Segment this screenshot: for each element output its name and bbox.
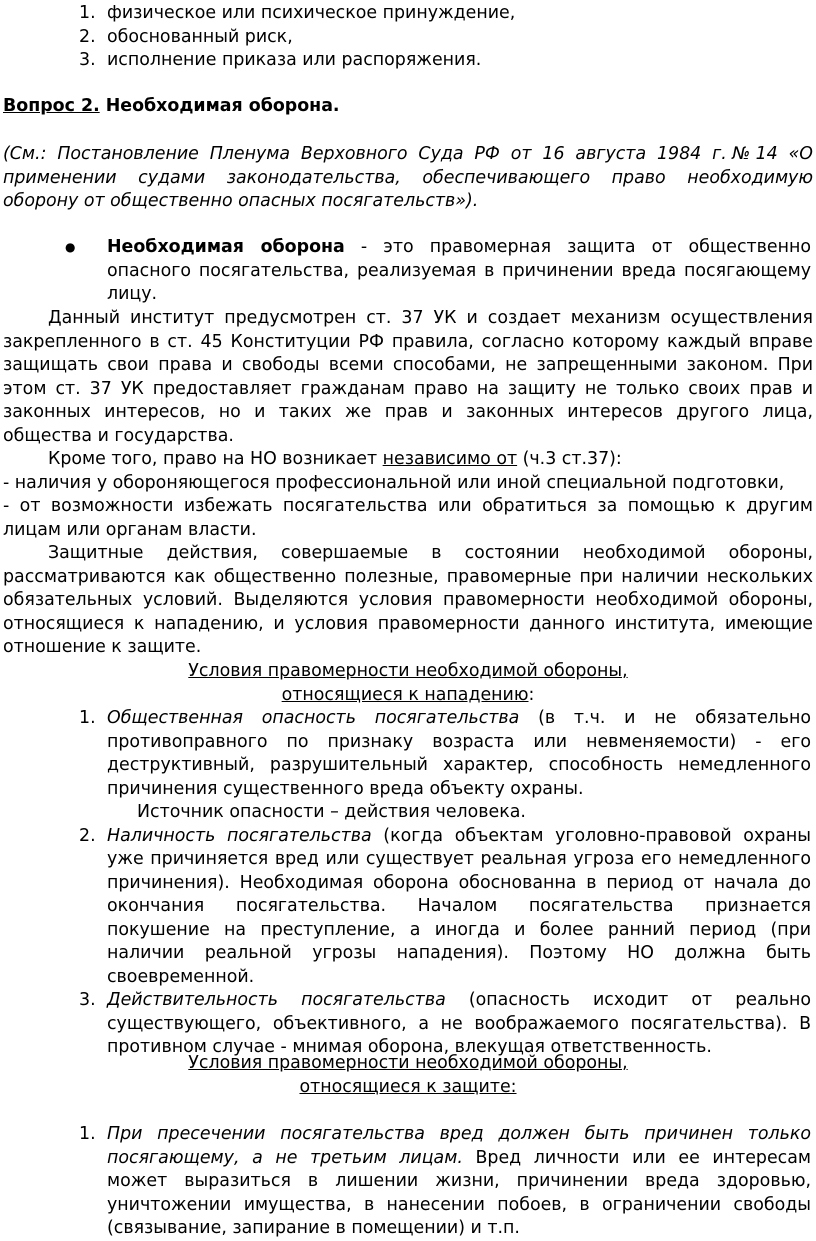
list-item	[0, 707, 816, 825]
section-title-line: Условия правомерности необходимой обороны,	[188, 1053, 628, 1073]
list-number: 2.	[79, 825, 96, 846]
section-title-line	[3, 684, 813, 708]
list-item	[0, 1123, 816, 1241]
list-item	[0, 989, 816, 1060]
paragraph-independent	[3, 448, 813, 472]
section-title-colon: :	[528, 684, 535, 705]
top-list	[0, 2, 816, 73]
reference-note: (См.: Постановление Пленума Верховного Суда РФ от 16 августа 1984 г.№14 «О применении судами законодательства, обеспечивающего право необходимую оборону от общественно опасных посягательств»).	[3, 144, 813, 211]
definition-bullet	[0, 236, 816, 307]
condition-term: Действительность посягательства	[107, 990, 446, 1010]
defense-conditions-list	[0, 1123, 816, 1241]
condition-term: Общественная опасность посягательства	[107, 708, 520, 728]
section-title-defense	[3, 1052, 813, 1099]
underlined-text: независимо от	[382, 449, 518, 469]
list-number: 1.	[79, 3, 96, 23]
section-title-line: относящиеся к защите:	[299, 1076, 517, 1097]
list-number: 3.	[79, 990, 96, 1010]
list-number: 3.	[79, 50, 96, 70]
section-heading	[3, 95, 813, 119]
dash-item: - от возможности избежать посягательства или обратиться за помощью к другим лицам или органам власти.	[3, 496, 813, 540]
list-item	[0, 825, 816, 990]
list-text: обоснованный риск,	[107, 26, 293, 47]
definition-term: Необходимая оборона	[107, 237, 345, 257]
condition-term: При пресечении посягательства вред должен быть причинен только посягающему, а не третьим лицам.	[107, 1124, 811, 1168]
list-item	[0, 236, 816, 307]
definition-text: - это правомерная защита от общественно опасного посягательства, реализуемая в причинении вреда посягающему лицу.	[107, 237, 811, 304]
condition-text: (когда объектам уголовно-правовой охраны уже причиняется вред или существует реальная угроза его немедленного причинения). Необходимая оборона обоснованна в период от начала до окончания посягательства. Началом посягательства признается покушение на преступление, а иногда и более ранний период (при наличии реальной угрозы нападения). Поэтому НО должна быть своевременной.	[107, 825, 811, 987]
section-title-text: относящиеся к нападению	[281, 684, 529, 705]
condition-text: (в т.ч. и не обязательно противоправного по признаку возраста или невменяемости) - его деструктивный, разрушительный характер, способность немедленного причинения существенного вреда объекту охраны.	[107, 708, 811, 799]
list-text: физическое или психическое принуждение,	[107, 3, 516, 23]
heading-prefix: Вопрос 2.	[3, 96, 100, 116]
bullet-icon: ●	[65, 240, 76, 254]
condition-extra: Источник опасности – действия человека.	[137, 802, 526, 822]
paragraph-institute: Данный институт предусмотрен ст. 37 УК и создает механизм осуществления закрепленного в ст. 45 Конституции РФ правила, согласно которому каждый вправе защищать свои права и свободы всеми способами, не запрещенными законом. При этом ст. 37 УК предоставляет гражданам право на защиту не только своих прав и законных интересов, но и таких же прав и законных интересов другого лица, общества и государства.	[3, 308, 813, 446]
condition-text: Вред личности или ее интересам может выразиться в лишении жизни, причинении вреда здоровью, уничтожении имущества, в нанесении побоев, в ограничении свободы (связывание, запирание в помещении) и т.п.	[107, 1147, 811, 1238]
dash-item: - наличия у обороняющегося профессиональной или иной специальной подготовки,	[3, 473, 785, 493]
heading-title: Необходимая оборона.	[99, 96, 340, 116]
section-title-attack	[3, 660, 813, 707]
list-item	[0, 49, 816, 73]
list-item	[0, 2, 816, 26]
list-number: 1.	[79, 1124, 96, 1144]
list-number: 2.	[79, 26, 96, 47]
paragraph-conditions: Защитные действия, совершаемые в состоянии необходимой обороны, рассматриваются как общественно полезные, правомерные при наличии нескольких обязательных условий. Выделяются условия правомерности необходимой обороны, относящиеся к нападению, и условия правомерности данного института, имеющие отношение к защите.	[3, 543, 813, 657]
list-item	[0, 26, 816, 50]
para-text: Кроме того, право на НО возникает	[48, 449, 383, 469]
condition-term: Наличность посягательства	[107, 825, 372, 846]
para-text: (ч.3 ст.37):	[517, 449, 622, 469]
condition-text: (опасность исходит от реально существующего, объективного, а не воображаемого посягательства). В противном случае - мнимая оборона, влекущая ответственность.	[107, 990, 812, 1057]
section-title-line: Условия правомерности необходимой обороны,	[188, 661, 628, 681]
list-number: 1.	[79, 708, 96, 728]
attack-conditions-list	[0, 707, 816, 1060]
list-text: исполнение приказа или распоряжения.	[107, 50, 482, 70]
